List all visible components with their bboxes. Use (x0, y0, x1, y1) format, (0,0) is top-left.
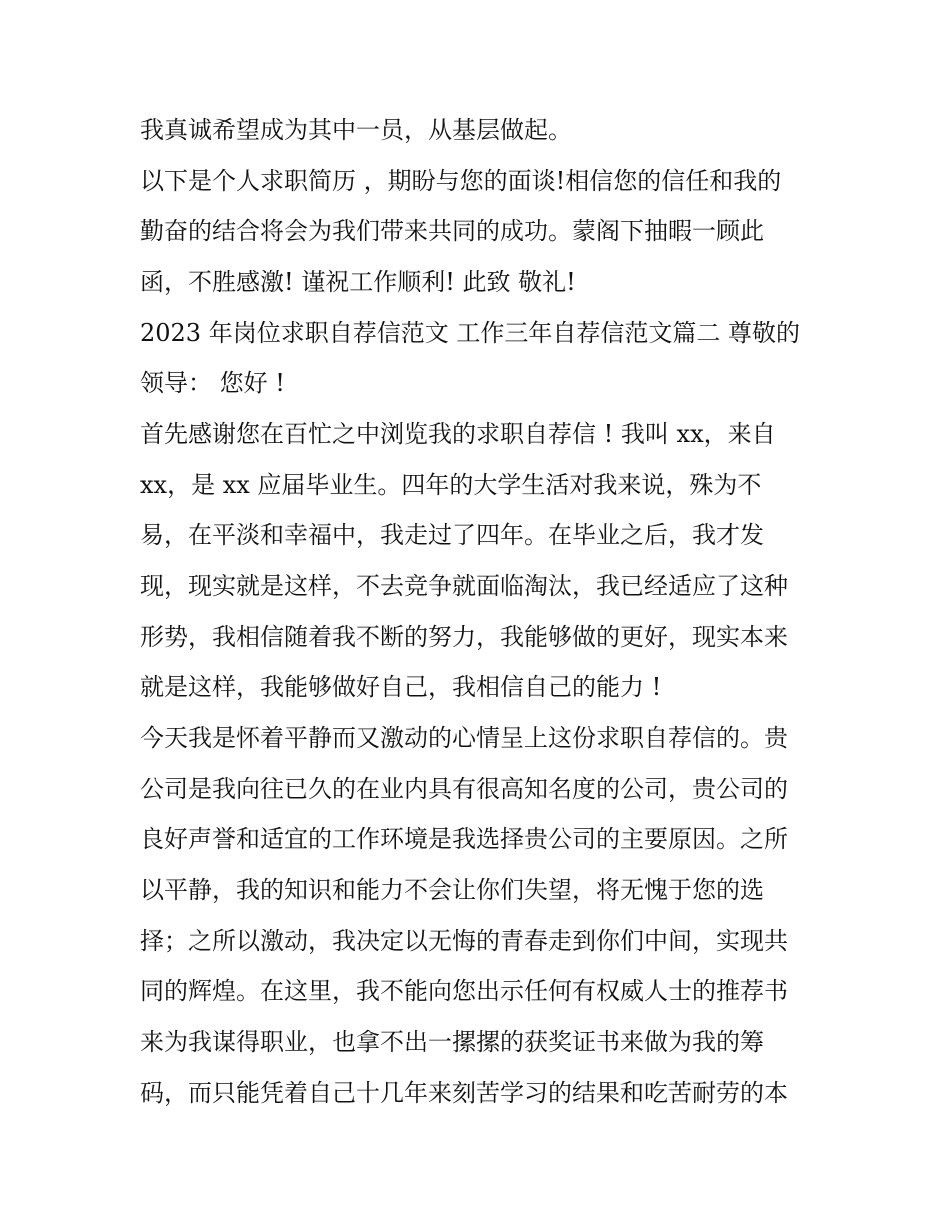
text-line-13: 今天我是怀着平静而又激动的心情呈上这份求职自荐信的。贵 (140, 724, 788, 752)
text-line-19: 来为我谋得职业，也拿不出一摞摞的获奖证书来做为我的筹 (140, 1028, 764, 1056)
text-line-3: 勤奋的结合将会为我们带来共同的成功。蒙阁下抽暇一顾此 (140, 217, 764, 245)
text-line-8: xx，是 xx 应届毕业生。四年的大学生活对我来说，殊为不 (140, 471, 762, 499)
text-line-20: 码，而只能凭着自己十几年来刻苦学习的结果和吃苦耐劳的本 (140, 1079, 788, 1107)
text-line-4: 函，不胜感激! 谨祝工作顺利! 此致 敬礼! (140, 268, 576, 296)
text-line-12: 就是这样，我能够做好自己，我相信自己的能力 ! (140, 673, 662, 701)
text-line-16: 以平静，我的知识和能力不会让你们失望，将无愧于您的选 (140, 876, 764, 904)
text-line-7: 首先感谢您在百忙之中浏览我的求职自荐信 ! 我叫 xx，来自 (140, 420, 776, 448)
text-line-10: 现，现实就是这样，不去竞争就面临淘汰，我已经适应了这种 (140, 572, 788, 600)
text-line-14: 公司是我向往已久的在业内具有很高知名度的公司，贵公司的 (140, 775, 788, 803)
text-line-9: 易，在平淡和幸福中，我走过了四年。在毕业之后，我才发 (140, 521, 764, 549)
text-line-17: 择；之所以激动，我决定以无悔的青春走到你们中间，实现共 (140, 927, 788, 955)
text-line-6: 领导： 您好 ! (140, 369, 285, 397)
text-line-15: 良好声誉和适宜的工作环境是我选择贵公司的主要原因。之所 (140, 825, 788, 853)
text-line-1: 我真诚希望成为其中一员，从基层做起。 (140, 116, 572, 144)
text-line-18: 同的辉煌。在这里，我不能向您出示任何有权威人士的推荐书 (140, 977, 788, 1005)
text-line-5: 2023 年岗位求职自荐信范文 工作三年自荐信范文篇二 尊敬的 (140, 319, 800, 347)
text-line-11: 形势，我相信随着我不断的努力，我能够做的更好，现实本来 (140, 623, 788, 651)
text-line-2: 以下是个人求职简历 ，期盼与您的面谈!相信您的信任和我的 (140, 167, 782, 195)
